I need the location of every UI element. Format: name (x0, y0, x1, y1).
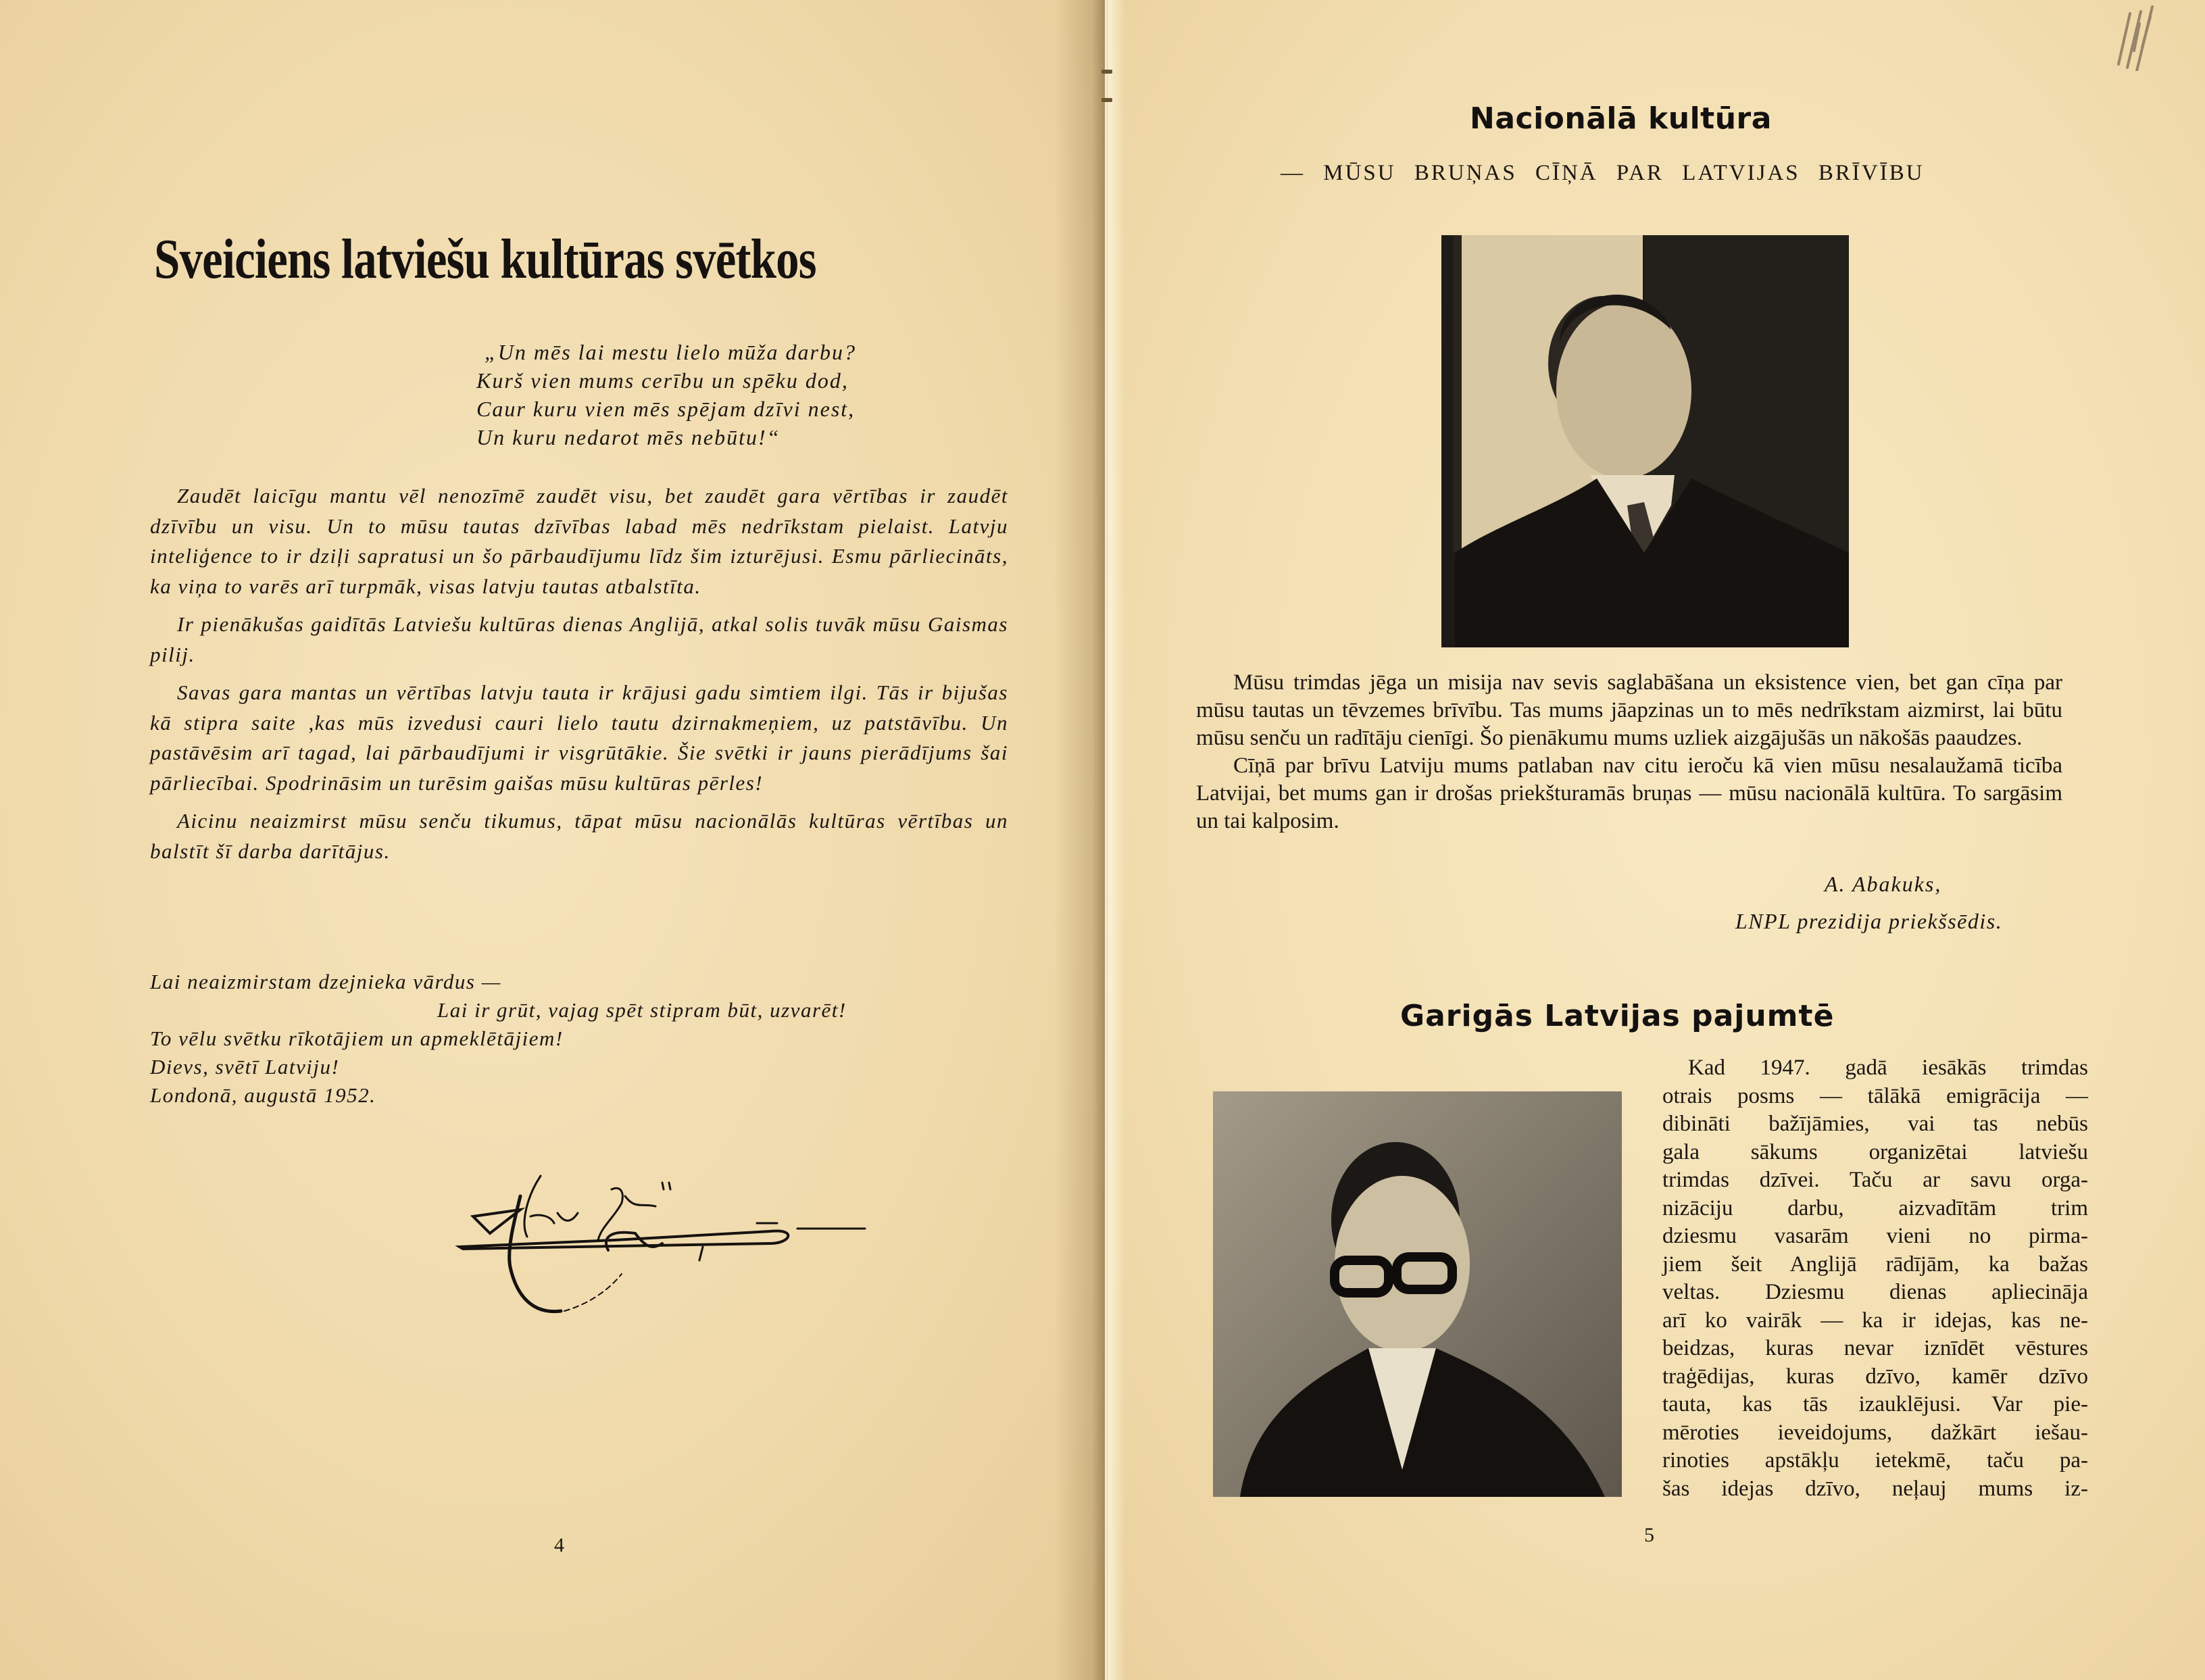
text-line: dibināti bažījāmies, vai tas nebūs (1662, 1112, 2088, 1136)
paragraph: Ir pienākušas gaidītās Latviešu kultūras dienas Anglijā, atkal solis tuvāk mūsu Gaismas pilij. (150, 612, 1008, 666)
greeting-body (150, 481, 1008, 874)
signature-icon (432, 1149, 872, 1325)
epigraph-line: Kurš vien mums cerību un spēku dod, (476, 368, 849, 393)
paragraph: Mūsu trimdas jēga un misija nav sevis saglabāšana un eksistence vien, bet gan cīņa par mūsu tautas un tēvzemes brīvību. Tas mums jāapzinas un to mēs nedrīkstam aizmirst, lai būtu mūsu senču un radītāju cienīgi. Šo pienākumu mums uzliek aizgājušās un nākošās paaudzes. (1196, 670, 2062, 750)
text-line: mēroties ieveidojums, dažkārt iešau- (1662, 1420, 2088, 1445)
text-line: gala sākums organizētai latviešu (1662, 1139, 2088, 1164)
poet-quote: Lai ir grūt, vajag spēt stipram būt, uzvarēt! (437, 998, 847, 1022)
text-line: dziesmu vasarām vieni no pirma- (1662, 1224, 2088, 1248)
pencil-mark-icon (2115, 3, 2156, 71)
portrait-man-glasses-icon (1213, 1091, 1622, 1497)
staple (1101, 70, 1112, 74)
closing-wish: To vēlu svētku rīkotājiem un apmeklētājiem! (150, 1027, 564, 1050)
text-line: tauta, kas tās izauklējusi. Var pie- (1662, 1392, 2088, 1416)
text-line: Kad 1947. gadā iesākās trimdas (1688, 1056, 2088, 1080)
paragraph: Zaudēt laicīgu mantu vēl nenozīmē zaudēt visu, bet zaudēt gara vērtības ir zaudēt dzīvību un visu. Un to mūsu tautas dzīvības labad mēs nedrīkstam pielaist. Latvju inteliģence to ir dziļi sapratusi un šo pārbaudījumu līdz šim izturējusi. Esmu pārliecināts, ka viņa to varēs arī turpmāk, visas latvju tautas atbalstīta. (150, 484, 1008, 598)
paragraph: Aicinu neaizmirst mūsu senču tikumus, tāpat mūsu nacionālās kultūras vērtības un balstīt šī darba darītājus. (150, 809, 1008, 863)
closing-intro: Lai neaizmirstam dzejnieka vārdus — (150, 970, 501, 993)
epigraph-line: Caur kuru vien mēs spējam dzīvi nest, (476, 397, 856, 421)
author-role: LNPL prezidija priekšsēdis. (1735, 909, 2003, 933)
epigraph (476, 338, 990, 451)
section2-body (1662, 1054, 2088, 1503)
section-title: Nacionālā kultūra (1470, 101, 1772, 136)
staple (1101, 98, 1112, 102)
text-line: arī ko vairāk — ka ir idejas, kas ne- (1662, 1308, 2088, 1333)
text-line: otrais posms — tālākā emigrācija — (1662, 1083, 2088, 1108)
section1-body (1196, 669, 2062, 835)
paragraph: Cīņā par brīvu Latviju mums patlaban nav citu ieroču kā vien mūsu nesalaužamā ticība Latvijai, bet mums gan ir drošas priekšturamās bruņas — mūsu nacionālā kultūra. To sargāsim un tai kalposim. (1196, 753, 2062, 833)
paragraph: Savas gara mantas un vērtības latvju tauta ir krājusi gadu simtiem ilgi. Tās ir bijušas kā stipra saite ,kas mūs izvedusi cauri lielo tautu dzirnakmeņiem, uz patstāvību. Un pastāvēsim arī tagad, lai pārbaudījumi ir visgrūtākie. Šie svētki ir jauns pierādījums šai pārliecībai. Spodrināsim un turēsim gaišas mūsu kultūras pērles! (150, 681, 1008, 795)
portrait-photo-abakuks (1441, 235, 1849, 647)
portrait-man-icon (1441, 235, 1849, 647)
text-line: beidzas, kuras nevar iznīdēt vēstures (1662, 1336, 2088, 1360)
text-line: traģēdijas, kuras dzīvo, kamēr dzīvo (1662, 1364, 2088, 1389)
page-number: 4 (554, 1534, 564, 1556)
page-title: Sveiciens latviešu kultūras svētkos (154, 228, 816, 291)
author-name: A. Abakuks, (1825, 872, 1942, 896)
portrait-photo-glasses (1213, 1091, 1622, 1497)
text-line: trimdas dzīvei. Taču ar savu orga- (1662, 1168, 2088, 1192)
section-subtitle: — MŪSU BRUŅAS CĪŅĀ PAR LATVIJAS BRĪVĪBU (1281, 161, 1925, 185)
closing-blessing: Dievs, svētī Latviju! (150, 1055, 340, 1079)
epigraph-line: „Un mēs lai mestu lielo mūža darbu? (485, 340, 856, 364)
text-line: jiem šeit Anglijā rādījām, ka bažas (1662, 1252, 2088, 1277)
place-date: Londonā, augustā 1952. (150, 1083, 376, 1107)
book-gutter (1054, 0, 1108, 1680)
closing-block (150, 968, 1008, 1110)
text-line: nizāciju darbu, aizvadītām trim (1662, 1195, 2088, 1220)
gutter-highlight (1105, 0, 1125, 1680)
text-line: šas idejas dzīvo, neļauj mums iz- (1662, 1476, 2088, 1501)
epigraph-line: Un kuru nedarot mēs nebūtu!“ (476, 425, 781, 449)
page-number: 5 (1644, 1524, 1654, 1546)
section-title: Garigās Latvijas pajumtē (1400, 999, 1835, 1033)
text-line: rinoties apstākļu ietekmē, taču pa- (1662, 1448, 2088, 1473)
text-line: veltas. Dziesmu dienas apliecināja (1662, 1280, 2088, 1304)
